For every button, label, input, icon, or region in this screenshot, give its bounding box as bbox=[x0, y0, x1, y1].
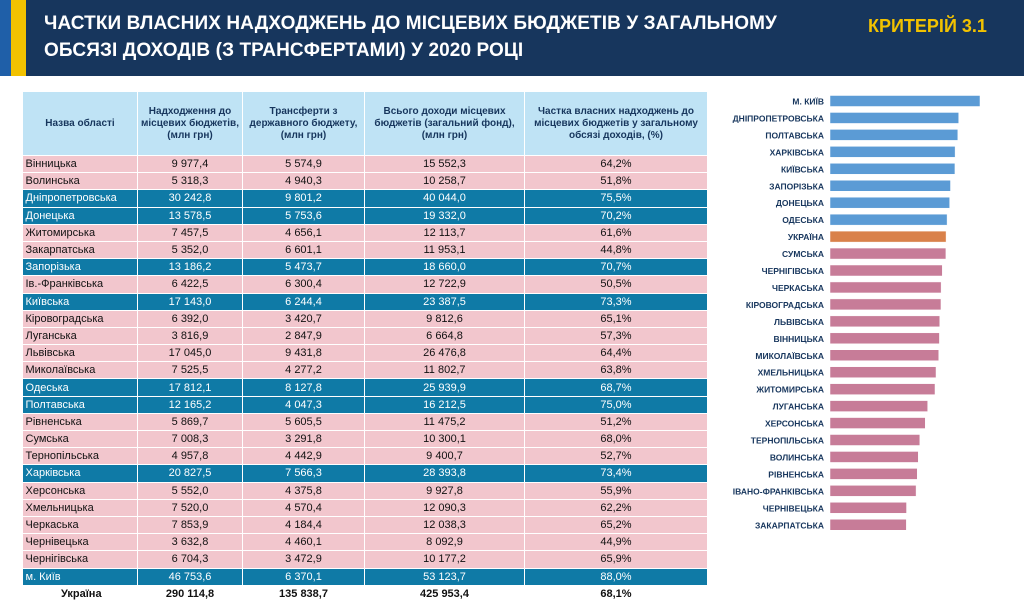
bar-label: ДОНЕЦЬКА bbox=[775, 198, 824, 209]
total-cell-transfers: 135 838,7 bbox=[243, 585, 365, 602]
cell-transfers: 4 656,1 bbox=[243, 224, 365, 241]
criterion-label: КРИТЕРІЙ 3.1 bbox=[868, 16, 987, 36]
cell-share: 62,2% bbox=[525, 499, 708, 516]
column-header-total: Всього доходи місцевих бюджетів (загальний фонд), (млн грн) bbox=[365, 92, 525, 156]
cell-transfers: 3 420,7 bbox=[243, 310, 365, 327]
bar bbox=[830, 401, 928, 412]
cell-transfers: 5 473,7 bbox=[243, 259, 365, 276]
bar bbox=[830, 384, 935, 395]
cell-transfers: 2 847,9 bbox=[243, 327, 365, 344]
cell-name: Житомирська bbox=[23, 224, 138, 241]
cell-total: 10 177,2 bbox=[365, 551, 525, 568]
cell-name: Хмельницька bbox=[23, 499, 138, 516]
cell-name: Запорізька bbox=[23, 259, 138, 276]
cell-total: 12 722,9 bbox=[365, 276, 525, 293]
column-header-share: Частка власних надходжень до місцевих бюджетів у загальному обсязі доходів, (%) bbox=[525, 92, 708, 156]
cell-share: 52,7% bbox=[525, 448, 708, 465]
cell-revenue: 17 143,0 bbox=[138, 293, 243, 310]
table-row bbox=[23, 431, 708, 448]
cell-name: Полтавська bbox=[23, 396, 138, 413]
table-row bbox=[23, 362, 708, 379]
bar-label: ХАРКІВСЬКА bbox=[769, 147, 824, 158]
cell-transfers: 4 940,3 bbox=[243, 173, 365, 190]
cell-total: 8 092,9 bbox=[365, 534, 525, 551]
bar bbox=[830, 96, 980, 107]
cell-total: 9 400,7 bbox=[365, 448, 525, 465]
table-row bbox=[23, 516, 708, 533]
column-header-transfers: Трансферти з державного бюджету, (млн грн) bbox=[243, 92, 365, 156]
cell-total: 11 953,1 bbox=[365, 241, 525, 258]
cell-name: м. Київ bbox=[23, 568, 138, 585]
cell-share: 44,9% bbox=[525, 534, 708, 551]
bar-label: ЛЬВІВСЬКА bbox=[774, 316, 824, 327]
bar-label: ЧЕРНІВЕЦЬКА bbox=[762, 503, 824, 514]
table-row bbox=[23, 482, 708, 499]
cell-share: 65,2% bbox=[525, 516, 708, 533]
cell-total: 26 476,8 bbox=[365, 345, 525, 362]
cell-transfers: 4 442,9 bbox=[243, 448, 365, 465]
cell-total: 25 939,9 bbox=[365, 379, 525, 396]
cell-transfers: 9 431,8 bbox=[243, 345, 365, 362]
bar-label: ЛУГАНСЬКА bbox=[772, 401, 824, 412]
total-cell-name: Україна bbox=[23, 585, 138, 602]
cell-transfers: 4 570,4 bbox=[243, 499, 365, 516]
bar bbox=[830, 265, 942, 276]
cell-transfers: 6 244,4 bbox=[243, 293, 365, 310]
cell-total: 40 044,0 bbox=[365, 190, 525, 207]
bar bbox=[830, 418, 925, 429]
bar bbox=[830, 129, 958, 140]
column-header-revenue: Надходження до місцевих бюджетів, (млн грн) bbox=[138, 92, 243, 156]
cell-name: Одеська bbox=[23, 379, 138, 396]
bar bbox=[830, 163, 955, 174]
cell-total: 9 927,8 bbox=[365, 482, 525, 499]
cell-revenue: 12 165,2 bbox=[138, 396, 243, 413]
cell-share: 57,3% bbox=[525, 327, 708, 344]
cell-name: Луганська bbox=[23, 327, 138, 344]
cell-revenue: 7 457,5 bbox=[138, 224, 243, 241]
bar-label: КІРОВОГРАДСЬКА bbox=[745, 299, 824, 310]
table-row bbox=[23, 345, 708, 362]
table-row bbox=[23, 396, 708, 413]
page-title-line2: ОБСЯЗІ ДОХОДІВ (З ТРАНСФЕРТАМИ) У 2020 РОЦІ bbox=[44, 40, 524, 61]
cell-total: 11 802,7 bbox=[365, 362, 525, 379]
bar-chart bbox=[717, 92, 1017, 542]
cell-name: Черкаська bbox=[23, 516, 138, 533]
cell-name: Вінницька bbox=[23, 156, 138, 173]
page-title-line1: ЧАСТКИ ВЛАСНИХ НАДХОДЖЕНЬ ДО МІСЦЕВИХ БЮДЖЕТІВ У ЗАГАЛЬНОМУ bbox=[44, 13, 777, 34]
cell-total: 53 123,7 bbox=[365, 568, 525, 585]
bar-label: КИЇВСЬКА bbox=[780, 164, 824, 175]
table-row bbox=[23, 156, 708, 173]
cell-revenue: 5 869,7 bbox=[138, 413, 243, 430]
bar-label: ОДЕСЬКА bbox=[782, 215, 824, 226]
cell-revenue: 6 392,0 bbox=[138, 310, 243, 327]
bar-label: ВОЛИНСЬКА bbox=[769, 452, 824, 463]
bar-label: ДНІПРОПЕТРОВСЬКА bbox=[732, 113, 824, 124]
cell-total: 10 258,7 bbox=[365, 173, 525, 190]
bar bbox=[830, 451, 918, 462]
bar bbox=[830, 282, 941, 293]
cell-revenue: 7 853,9 bbox=[138, 516, 243, 533]
total-cell-share: 68,1% bbox=[525, 585, 708, 602]
bar bbox=[830, 367, 936, 378]
bar-label: СУМСЬКА bbox=[782, 249, 824, 260]
bar bbox=[830, 214, 947, 225]
cell-name: Рівненська bbox=[23, 413, 138, 430]
cell-share: 64,4% bbox=[525, 345, 708, 362]
cell-share: 75,5% bbox=[525, 190, 708, 207]
cell-share: 70,2% bbox=[525, 207, 708, 224]
cell-name: Ів.-Франківська bbox=[23, 276, 138, 293]
cell-share: 68,7% bbox=[525, 379, 708, 396]
bar-label: ЗАКАРПАТСЬКА bbox=[754, 520, 824, 531]
cell-transfers: 3 472,9 bbox=[243, 551, 365, 568]
cell-total: 11 475,2 bbox=[365, 413, 525, 430]
bar-label: ВІННИЦЬКА bbox=[773, 333, 824, 344]
table-row bbox=[23, 310, 708, 327]
cell-revenue: 9 977,4 bbox=[138, 156, 243, 173]
table-row bbox=[23, 207, 708, 224]
cell-share: 51,2% bbox=[525, 413, 708, 430]
cell-total: 12 090,3 bbox=[365, 499, 525, 516]
cell-name: Кіровоградська bbox=[23, 310, 138, 327]
cell-name: Закарпатська bbox=[23, 241, 138, 258]
cell-revenue: 6 704,3 bbox=[138, 551, 243, 568]
cell-name: Волинська bbox=[23, 173, 138, 190]
bar-label: ЧЕРНІГІВСЬКА bbox=[761, 266, 824, 276]
cell-share: 65,1% bbox=[525, 310, 708, 327]
cell-name: Дніпропетровська bbox=[23, 190, 138, 207]
bar bbox=[830, 180, 951, 191]
table-row bbox=[23, 465, 708, 482]
table-row bbox=[23, 534, 708, 551]
cell-transfers: 4 375,8 bbox=[243, 482, 365, 499]
cell-transfers: 5 753,6 bbox=[243, 207, 365, 224]
cell-revenue: 5 552,0 bbox=[138, 482, 243, 499]
cell-share: 73,4% bbox=[525, 465, 708, 482]
cell-transfers: 8 127,8 bbox=[243, 379, 365, 396]
cell-name: Чернівецька bbox=[23, 534, 138, 551]
bar bbox=[830, 248, 946, 259]
cell-name: Миколаївська bbox=[23, 362, 138, 379]
cell-name: Київська bbox=[23, 293, 138, 310]
bar-chart-svg bbox=[717, 92, 1017, 542]
cell-name: Тернопільська bbox=[23, 448, 138, 465]
cell-share: 63,8% bbox=[525, 362, 708, 379]
cell-share: 88,0% bbox=[525, 568, 708, 585]
bar-label: ЗАПОРІЗЬКА bbox=[769, 181, 824, 192]
bar bbox=[830, 519, 906, 530]
header-stripe-blue bbox=[0, 0, 11, 76]
bar bbox=[830, 316, 940, 327]
bar bbox=[830, 333, 939, 344]
cell-revenue: 4 957,8 bbox=[138, 448, 243, 465]
bar bbox=[830, 197, 950, 208]
cell-share: 64,2% bbox=[525, 156, 708, 173]
cell-transfers: 5 605,5 bbox=[243, 413, 365, 430]
total-cell-total: 425 953,4 bbox=[365, 585, 525, 602]
cell-revenue: 3 816,9 bbox=[138, 327, 243, 344]
cell-share: 61,6% bbox=[525, 224, 708, 241]
table-row bbox=[23, 241, 708, 258]
cell-transfers: 4 047,3 bbox=[243, 396, 365, 413]
bar bbox=[830, 468, 917, 479]
header-stripe-gold bbox=[11, 0, 26, 76]
bar-label: ПОЛТАВСЬКА bbox=[765, 130, 824, 141]
cell-total: 12 113,7 bbox=[365, 224, 525, 241]
cell-revenue: 46 753,6 bbox=[138, 568, 243, 585]
data-table bbox=[22, 91, 707, 603]
cell-revenue: 3 632,8 bbox=[138, 534, 243, 551]
total-cell-revenue: 290 114,8 bbox=[138, 585, 243, 602]
cell-revenue: 7 008,3 bbox=[138, 431, 243, 448]
table-row bbox=[23, 568, 708, 585]
cell-name: Херсонська bbox=[23, 482, 138, 499]
cell-share: 50,5% bbox=[525, 276, 708, 293]
bar bbox=[830, 231, 946, 242]
cell-name: Харківська bbox=[23, 465, 138, 482]
cell-transfers: 6 370,1 bbox=[243, 568, 365, 585]
cell-revenue: 30 242,8 bbox=[138, 190, 243, 207]
cell-share: 73,3% bbox=[525, 293, 708, 310]
cell-revenue: 7 520,0 bbox=[138, 499, 243, 516]
cell-transfers: 4 184,4 bbox=[243, 516, 365, 533]
cell-revenue: 17 812,1 bbox=[138, 379, 243, 396]
cell-transfers: 4 277,2 bbox=[243, 362, 365, 379]
cell-share: 68,0% bbox=[525, 431, 708, 448]
table-row bbox=[23, 276, 708, 293]
bar-label: ЧЕРКАСЬКА bbox=[771, 282, 824, 293]
cell-share: 55,9% bbox=[525, 482, 708, 499]
table-row bbox=[23, 173, 708, 190]
cell-share: 75,0% bbox=[525, 396, 708, 413]
bar bbox=[830, 112, 959, 123]
table-row bbox=[23, 293, 708, 310]
bar-label: РІВНЕНСЬКА bbox=[768, 469, 824, 480]
cell-transfers: 6 300,4 bbox=[243, 276, 365, 293]
cell-revenue: 20 827,5 bbox=[138, 465, 243, 482]
table-row bbox=[23, 448, 708, 465]
cell-total: 6 664,8 bbox=[365, 327, 525, 344]
cell-total: 28 393,8 bbox=[365, 465, 525, 482]
bar-label: ХЕРСОНСЬКА bbox=[764, 418, 824, 429]
table-row bbox=[23, 551, 708, 568]
cell-name: Донецька bbox=[23, 207, 138, 224]
table-row bbox=[23, 499, 708, 516]
bar bbox=[830, 146, 955, 157]
cell-revenue: 5 318,3 bbox=[138, 173, 243, 190]
cell-revenue: 13 578,5 bbox=[138, 207, 243, 224]
cell-total: 16 212,5 bbox=[365, 396, 525, 413]
bar bbox=[830, 350, 939, 361]
cell-total: 9 812,6 bbox=[365, 310, 525, 327]
cell-transfers: 9 801,2 bbox=[243, 190, 365, 207]
cell-revenue: 7 525,5 bbox=[138, 362, 243, 379]
table-header-row bbox=[23, 92, 708, 156]
bar bbox=[830, 502, 907, 513]
cell-transfers: 5 574,9 bbox=[243, 156, 365, 173]
bar-label: ІВАНО-ФРАНКІВСЬКА bbox=[732, 486, 824, 497]
cell-transfers: 6 601,1 bbox=[243, 241, 365, 258]
cell-total: 19 332,0 bbox=[365, 207, 525, 224]
cell-transfers: 7 566,3 bbox=[243, 465, 365, 482]
table-row bbox=[23, 259, 708, 276]
bar-label: ЖИТОМИРСЬКА bbox=[756, 384, 824, 395]
bar-label: МИКОЛАЇВСЬКА bbox=[755, 350, 824, 361]
cell-revenue: 13 186,2 bbox=[138, 259, 243, 276]
bar-label: ТЕРНОПІЛЬСЬКА bbox=[750, 435, 824, 446]
cell-total: 10 300,1 bbox=[365, 431, 525, 448]
table-row bbox=[23, 379, 708, 396]
table-row bbox=[23, 413, 708, 430]
cell-revenue: 17 045,0 bbox=[138, 345, 243, 362]
cell-total: 15 552,3 bbox=[365, 156, 525, 173]
table-total-row bbox=[23, 585, 708, 602]
bar-label: ХМЕЛЬНИЦЬКА bbox=[757, 367, 824, 378]
cell-total: 18 660,0 bbox=[365, 259, 525, 276]
table-row bbox=[23, 224, 708, 241]
cell-transfers: 3 291,8 bbox=[243, 431, 365, 448]
table-body bbox=[23, 156, 708, 603]
bar bbox=[830, 435, 920, 446]
cell-total: 23 387,5 bbox=[365, 293, 525, 310]
bar bbox=[830, 485, 916, 496]
cell-name: Львівська bbox=[23, 345, 138, 362]
cell-share: 44,8% bbox=[525, 241, 708, 258]
cell-revenue: 5 352,0 bbox=[138, 241, 243, 258]
cell-revenue: 6 422,5 bbox=[138, 276, 243, 293]
bar bbox=[830, 299, 941, 310]
cell-share: 51,8% bbox=[525, 173, 708, 190]
table-row bbox=[23, 190, 708, 207]
table-row bbox=[23, 327, 708, 344]
cell-share: 70,7% bbox=[525, 259, 708, 276]
bar-label: УКРАЇНА bbox=[787, 232, 824, 243]
cell-name: Сумська bbox=[23, 431, 138, 448]
cell-total: 12 038,3 bbox=[365, 516, 525, 533]
cell-share: 65,9% bbox=[525, 551, 708, 568]
cell-name: Чернігівська bbox=[23, 551, 138, 568]
header-bar bbox=[0, 0, 1024, 76]
bar-label: М. КИЇВ bbox=[792, 96, 824, 107]
column-header-region: Назва області bbox=[23, 92, 138, 156]
cell-transfers: 4 460,1 bbox=[243, 534, 365, 551]
